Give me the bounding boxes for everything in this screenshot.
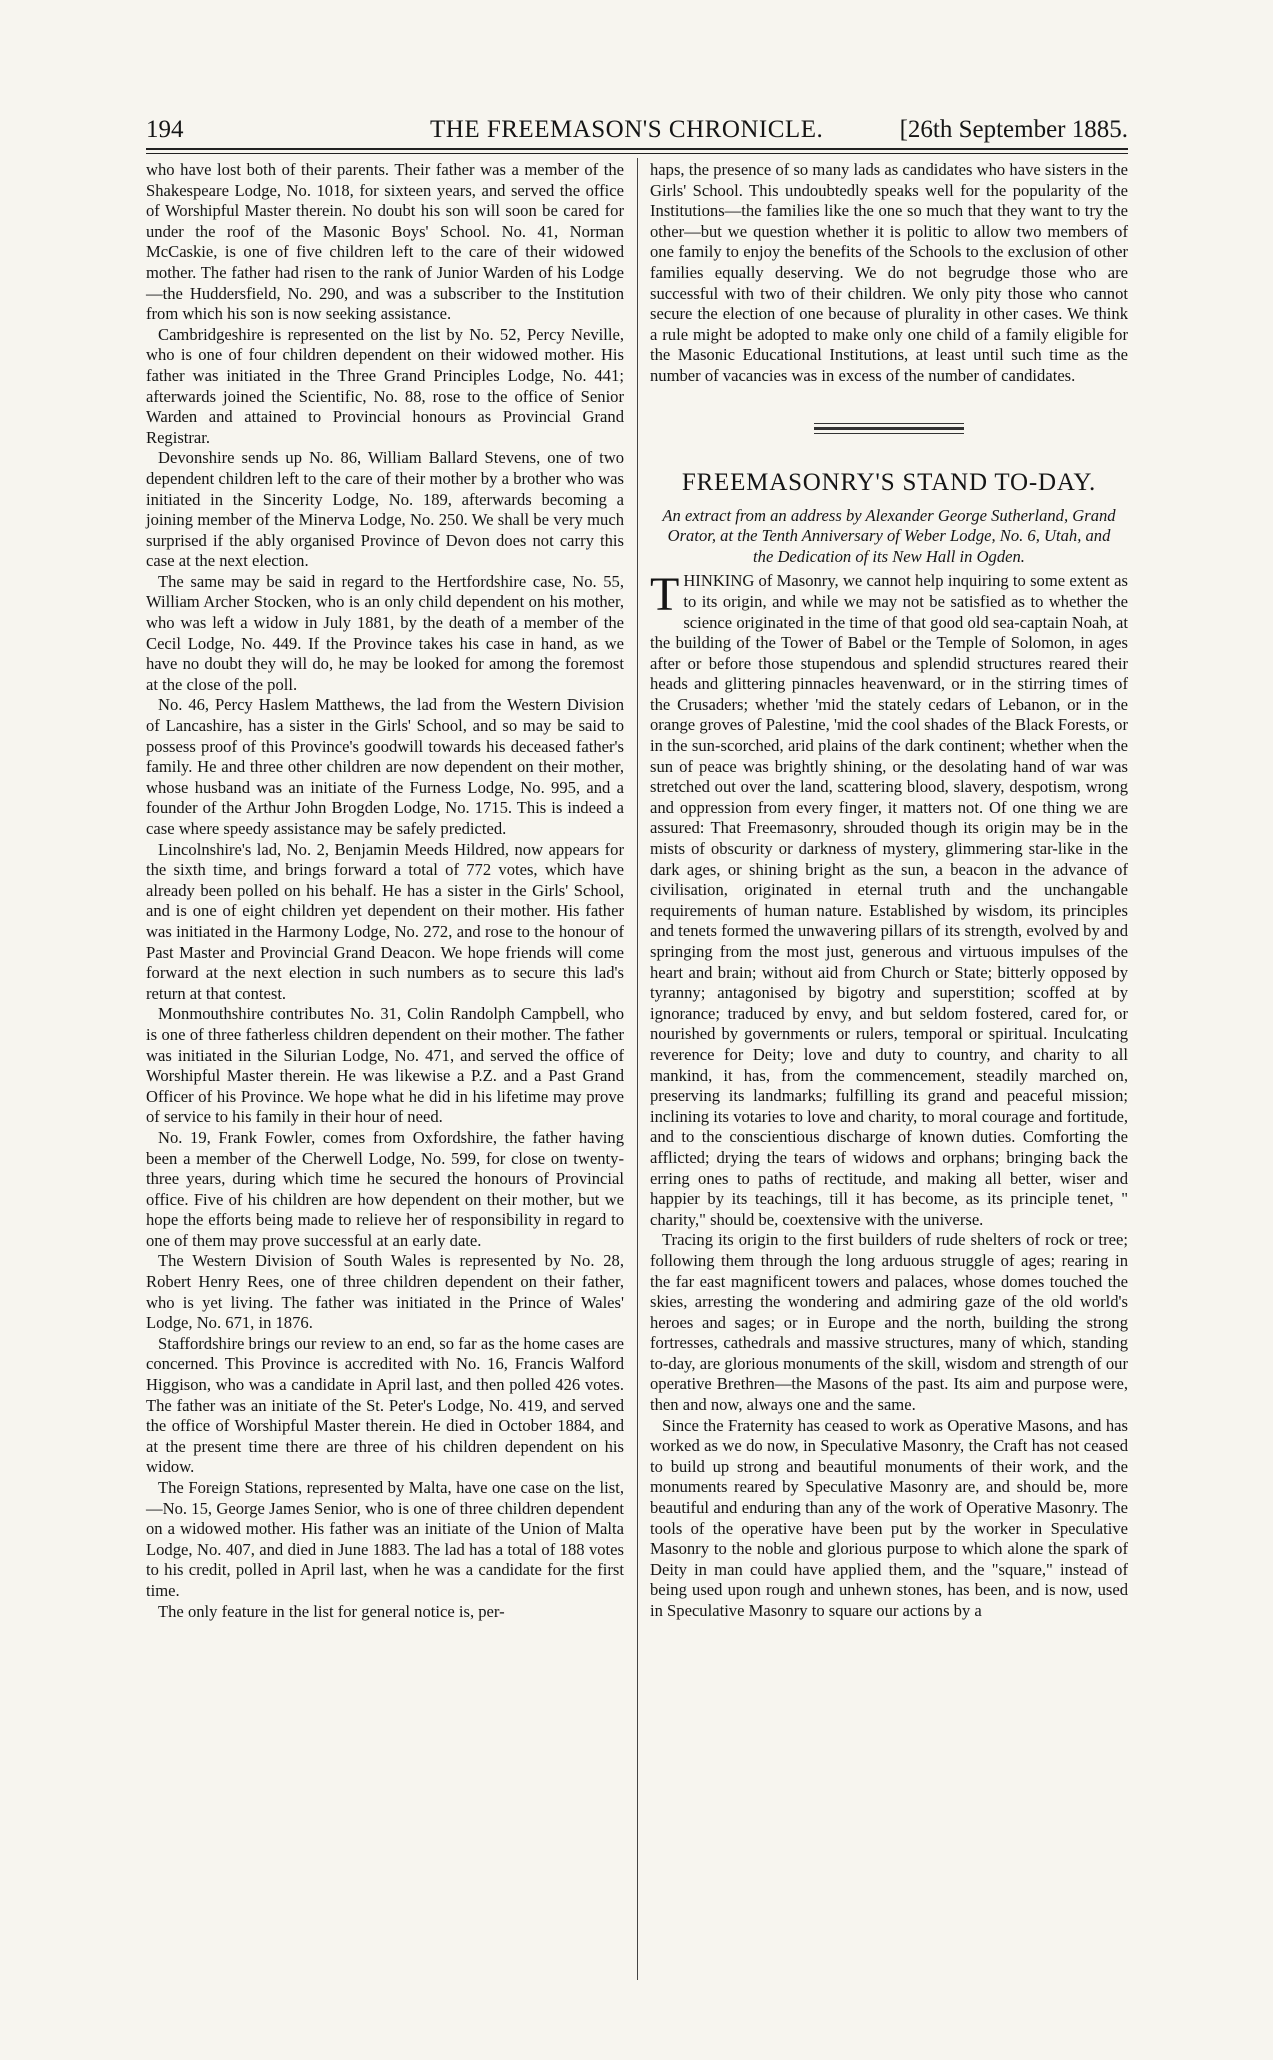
- drop-cap: T: [650, 568, 680, 622]
- paragraph: No. 46, Percy Haslem Matthews, the lad from the Western Division of Lancashire, has a sister in the Girls' School, and so may be said to possess proof of this Province's goodwill towards his deceased father's family. He and three other children are now dependent on their mother, whose husband was an initiate of the Furness Lodge, No. 995, and a founder of the Arthur John Brogden Lodge, No. 1715. This is indeed a case where speedy assistance may be safely predicted.: [146, 695, 624, 838]
- article-first-paragraph: [650, 568, 1128, 1230]
- section-divider-ornament: [814, 423, 964, 434]
- first-paragraph-text: HINKING of Masonry, we cannot help inquiring to some extent as to its origin, and while we may not be satisfied as to whether the science originated in the time of that good old sea-captain Noah, at the building of the Tower of Babel or the Temple of Solomon, in ages after or before those stupendous and splendid structures reared their heads and glittering pinnacles heavenward, or in the stirring times of the Crusaders; whether 'mid the stately cedars of Lebanon, or in the orange groves of Palestine, 'mid the cool shades of the Black Forests, or in the sun-scorched, arid plains of the dark continent; whether when the sun of peace was brightly shining, or the desolating hand of war was stretched out over the land, scattering blood, slavery, despotism, wrong and oppression from every finger, it matters not. Of one thing we are assured: That Freemasonry, shrouded though its origin may be in the mists of obscurity or darkness of mystery, glimmering star-like in the dark ages, or shining bright as the sun, a beacon in the advance of civilisation, originated in eternal truth and the unchangable requirements of human nature. Established by wisdom, its principles and tenets formed the unwavering pillars of its strength, evolved by and springing from the most just, generous and virtuous impulses of the heart and brain; without aid from Church or State; bitterly opposed by tyranny; antagonised by bigotry and superstition; scoffed at by ignorance; traduced by envy, and but seldom fostered, cared for, or nourished by governments or rulers, temporal or spiritual. Inculcating reverence for Deity; love and duty to country, and charity to all mankind, it has, from the commencement, steadily marched on, preserving its landmarks; fulfilling its grand and peaceful mission; inclining its votaries to love and charity, to moral courage and fortitude, and to the conscientious discharge of known duties. Comforting the afflicted; drying the tears of widows and orphans; bringing back the erring ones to paths of rectitude, and making all better, wiser and happier by its teachings, till it has become, as its principle tenet, " charity," should be, coextensive with the universe.: [650, 571, 1128, 1229]
- paragraph: Devonshire sends up No. 86, William Ballard Stevens, one of two dependent children left to the care of their mother by a brother who was initiated in the Sincerity Lodge, No. 189, afterwards becoming a joining member of the Minerva Lodge, No. 250. We shall be very much surprised if the ably organised Province of Devon does not carry this case at the next election.: [146, 448, 624, 571]
- right-column: [650, 160, 1128, 1622]
- header-rule: [146, 148, 1128, 150]
- paragraph: who have lost both of their parents. Their father was a member of the Shakespeare Lodge, No. 1018, for sixteen years, and served the office of Worshipful Master therein. No doubt his son will soon be cared for under the roof of the Masonic Boys' School. No. 41, Norman McCaskie, is one of five children left to the care of their widowed mother. The father had risen to the rank of Junior Warden of his Lodge—the Huddersfield, No. 290, and was a subscriber to the Institution from which his son is now seeking assistance.: [146, 160, 624, 324]
- left-column: [146, 160, 624, 1622]
- article-subtitle: An extract from an address by Alexander George Sutherland, Grand Orator, at the Tenth Anniversary of Weber Lodge, No. 6, Utah, and the Dedication of its New Hall in Ogden.: [662, 505, 1116, 566]
- article-title: FREEMASONRY'S STAND TO-DAY.: [681, 468, 1097, 496]
- paragraph: No. 19, Frank Fowler, comes from Oxfordshire, the father having been a member of the Cherwell Lodge, No. 599, for close on twenty-three years, during which time he secured the honours of Provincial office. Five of his children are how dependent on their mother, but we hope the efforts being made to relieve her of responsibility in regard to one of them may prove successful at an early date.: [146, 1127, 624, 1250]
- paragraph: Lincolnshire's lad, No. 2, Benjamin Meeds Hildred, now appears for the sixth time, and brings forward a total of 772 votes, which have already been polled on his behalf. He has a sister in the Girls' School, and is one of eight children yet dependent on their mother. His father was initiated in the Harmony Lodge, No. 272, and rose to the honour of Past Master and Provincial Grand Deacon. We hope friends will come forward at the next election in such numbers as to secure this lad's return at that contest.: [146, 839, 624, 1003]
- paragraph: The Foreign Stations, represented by Malta, have one case on the list,—No. 15, George James Senior, who is one of three children dependent on a widowed mother. His father was an initiate of the Union of Malta Lodge, No. 407, and died in June 1883. The lad has a total of 188 votes to his credit, polled in April last, when he was a candidate for the first time.: [146, 1478, 624, 1600]
- masthead-title: THE FREEMASON'S CHRONICLE.: [430, 116, 824, 143]
- continuation-paragraph: haps, the presence of so many lads as candidates who have sisters in the Girls' School. This undoubtedly speaks well for the popularity of the Institutions—the families like the one so much that they want to try the other—but we question whether it is politic to allow two members of one family to enjoy the benefits of the Schools to the exclusion of other families equally deserving. We do not begrudge those who are successful with two of their children. We only pity those who cannot secure the election of one because of plurality in other cases. We think a rule might be adopted to make only one child of a family eligible for the Masonic Educational Institutions, at least until such time as the number of vacancies was in excess of the number of candidates.: [650, 160, 1128, 385]
- paragraph: Since the Fraternity has ceased to work as Operative Masons, and has worked as we do now, in Speculative Masonry, the Craft has not ceased to build up strong and beautiful monuments of their work, and the monuments reared by Speculative Masonry are, and should be, more beautiful and enduring than any of the work of Operative Masonry. The tools of the operative have been put by the worker in Speculative Masonry to the noble and glorious purpose to which alone the spark of Deity in man could have applied them, and the "square," instead of being used upon rough and unhewn stones, has been, and is now, used in Speculative Masonry to square our actions by a: [650, 1415, 1128, 1620]
- paragraph: The same may be said in regard to the Hertfordshire case, No. 55, William Archer Stocken, who is an only child dependent on his mother, who was left a widow in July 1881, by the death of a member of the Cecil Lodge, No. 449. If the Province takes his case in hand, as we have no doubt they will do, he may be looked for among the foremost at the close of the poll.: [146, 571, 624, 694]
- page-header: [146, 116, 1128, 152]
- paragraph: The only feature in the list for general notice is, per-: [158, 1601, 505, 1621]
- paragraph: Monmouthshire contributes No. 31, Colin Randolph Campbell, who is one of three fatherless children dependent on their mother. The father was initiated in the Silurian Lodge, No. 471, and served the office of Worshipful Master therein. He was likewise a P.Z. and a Past Grand Officer of his Province. We hope what he did in his lifetime may prove of service to his family in their hour of need.: [146, 1004, 624, 1127]
- page-number: 194: [146, 116, 184, 143]
- paragraph: Tracing its origin to the first builders of rude shelters of rock or tree; following them through the long arduous struggle of ages; rearing in the far east magnificent towers and palaces, whose domes touched the skies, arresting the wondering and admiring gaze of the old world's heroes and sages; or in Europe and the north, building the strong fortresses, cathedrals and massive structures, many of which, standing to-day, are glorious monuments of the skill, wisdom and strength of our operative Brethren—the Masons of the past. Its aim and purpose were, then and now, always one and the same.: [650, 1230, 1128, 1415]
- paragraph: Staffordshire brings our review to an end, so far as the home cases are concerned. This Province is accredited with No. 16, Francis Walford Higgison, who was a candidate in April last, and then polled 426 votes. The father was an initiate of the St. Peter's Lodge, No. 419, and served the office of Worshipful Master therein. He died in October 1884, and at the present time there are three of his children dependent on his widow.: [146, 1333, 624, 1477]
- issue-date: [26th September 1885.: [899, 116, 1128, 143]
- paragraph: Cambridgeshire is represented on the list by No. 52, Percy Neville, who is one of four children dependent on their widowed mother. His father was initiated in the Three Grand Principles Lodge, No. 441; afterwards joined the Scientific, No. 88, rose to the office of Senior Warden and attained to Provincial honours as Provincial Grand Registrar.: [146, 324, 624, 447]
- paragraph: The Western Division of South Wales is represented by No. 28, Robert Henry Rees, one of three children dependent on their father, who is yet living. The father was initiated in the Prince of Wales' Lodge, No. 671, in 1876.: [146, 1251, 624, 1333]
- column-divider: [637, 158, 638, 1980]
- header-rule-thin: [146, 153, 1128, 154]
